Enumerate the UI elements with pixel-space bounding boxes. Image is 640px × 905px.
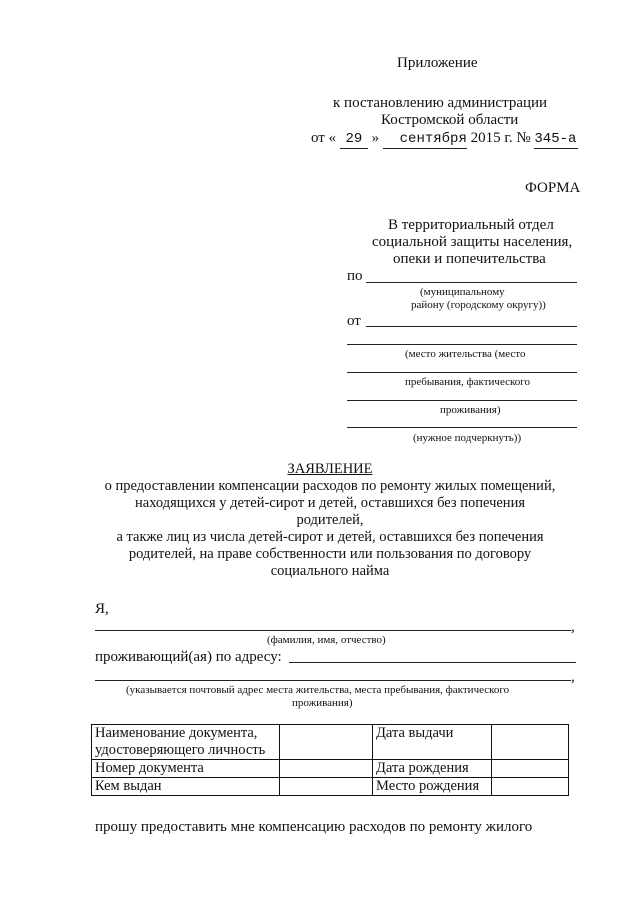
residence-field-1[interactable] [347,344,577,345]
residence-hint-2: пребывания, фактического [405,376,531,388]
date-year: 2015 г. № [470,130,531,146]
residence-field-2[interactable] [347,372,577,373]
address-hint-1: (указывается почтовый адрес места жительства, места пребывания, фактического [126,684,510,696]
date-mid: » [371,130,380,146]
municipality-hint-2: району (городскому округу)) [411,299,546,311]
address-label: проживающий(ая) по адресу: [95,649,282,665]
full-name-hint: (фамилия, имя, отчество) [267,634,386,646]
address-field-1[interactable] [289,662,576,663]
birth-place-value[interactable] [492,778,569,796]
statement-line: а также лиц из числа детей-сирот и детей, оставшихся без попечения [116,529,544,545]
residence-hint-1: (место жительства (место [405,348,526,360]
issue-date-label: Дата выдачи [373,725,492,760]
doc-name-line-1: Наименование документа, [95,725,258,741]
residence-hint-4: (нужное подчеркнуть)) [413,432,522,444]
birth-date-label: Дата рождения [373,760,492,778]
addressee-line-1: В территориальный отдел [388,217,554,233]
statement-line: находящихся у детей-сирот и детей, оставшихся без попечения [135,495,525,511]
resolution-number: 345-а [534,131,577,147]
birth-place-label: Место рождения [373,778,492,796]
doc-name-line-2: удостоверяющего личность [95,742,266,758]
statement-line: родителей, [296,512,364,528]
municipality-hint-1: (муниципальному [420,286,505,298]
resolution-label: к постановлению администрации [333,95,548,111]
address-field-2[interactable] [95,680,571,681]
identity-document-table [91,724,569,796]
date-day: 29 [340,130,368,149]
issued-by-label: Кем выдан [92,778,280,796]
resolution-date-line [311,129,578,149]
residence-hint-3: проживания) [440,404,501,416]
region-label: Костромской области [381,112,519,128]
statement-line: родителей, на праве собственности или пользования по договору [128,546,532,562]
statement-line: социального найма [270,563,390,579]
ot-label: от [347,313,361,329]
residence-field-3[interactable] [347,400,577,401]
applicant-from-field[interactable] [366,326,577,327]
form-label: ФОРМА [525,180,581,196]
date-month: сентября [383,130,467,149]
municipality-field[interactable] [366,282,577,283]
address-comma: , [571,669,575,685]
full-name-field[interactable] [95,630,571,631]
i-label: Я, [95,601,109,617]
doc-name-value[interactable] [280,725,373,760]
addressee-line-3: опеки и попечительства [393,251,546,267]
address-hint-2: проживания) [292,697,353,709]
doc-name-label [92,725,280,760]
residence-field-4[interactable] [347,427,577,428]
statement-title: ЗАЯВЛЕНИЕ [287,461,373,477]
doc-number-value[interactable] [280,760,373,778]
addressee-line-2: социальной защиты населения, [372,234,573,250]
closing-text: прошу предоставить мне компенсацию расходов по ремонту жилого [95,819,533,835]
table-row [92,725,569,760]
appendix-label: Приложение [397,55,478,71]
statement-block [60,461,600,580]
table-row [92,778,569,796]
birth-date-value[interactable] [492,760,569,778]
statement-line: о предоставлении компенсации расходов по ремонту жилых помещений, [104,478,556,494]
date-prefix: от « [311,130,337,146]
po-label: по [347,268,363,284]
table-row [92,760,569,778]
issue-date-value[interactable] [492,725,569,760]
issued-by-value[interactable] [280,778,373,796]
doc-number-label: Номер документа [92,760,280,778]
name-comma: , [571,619,575,635]
